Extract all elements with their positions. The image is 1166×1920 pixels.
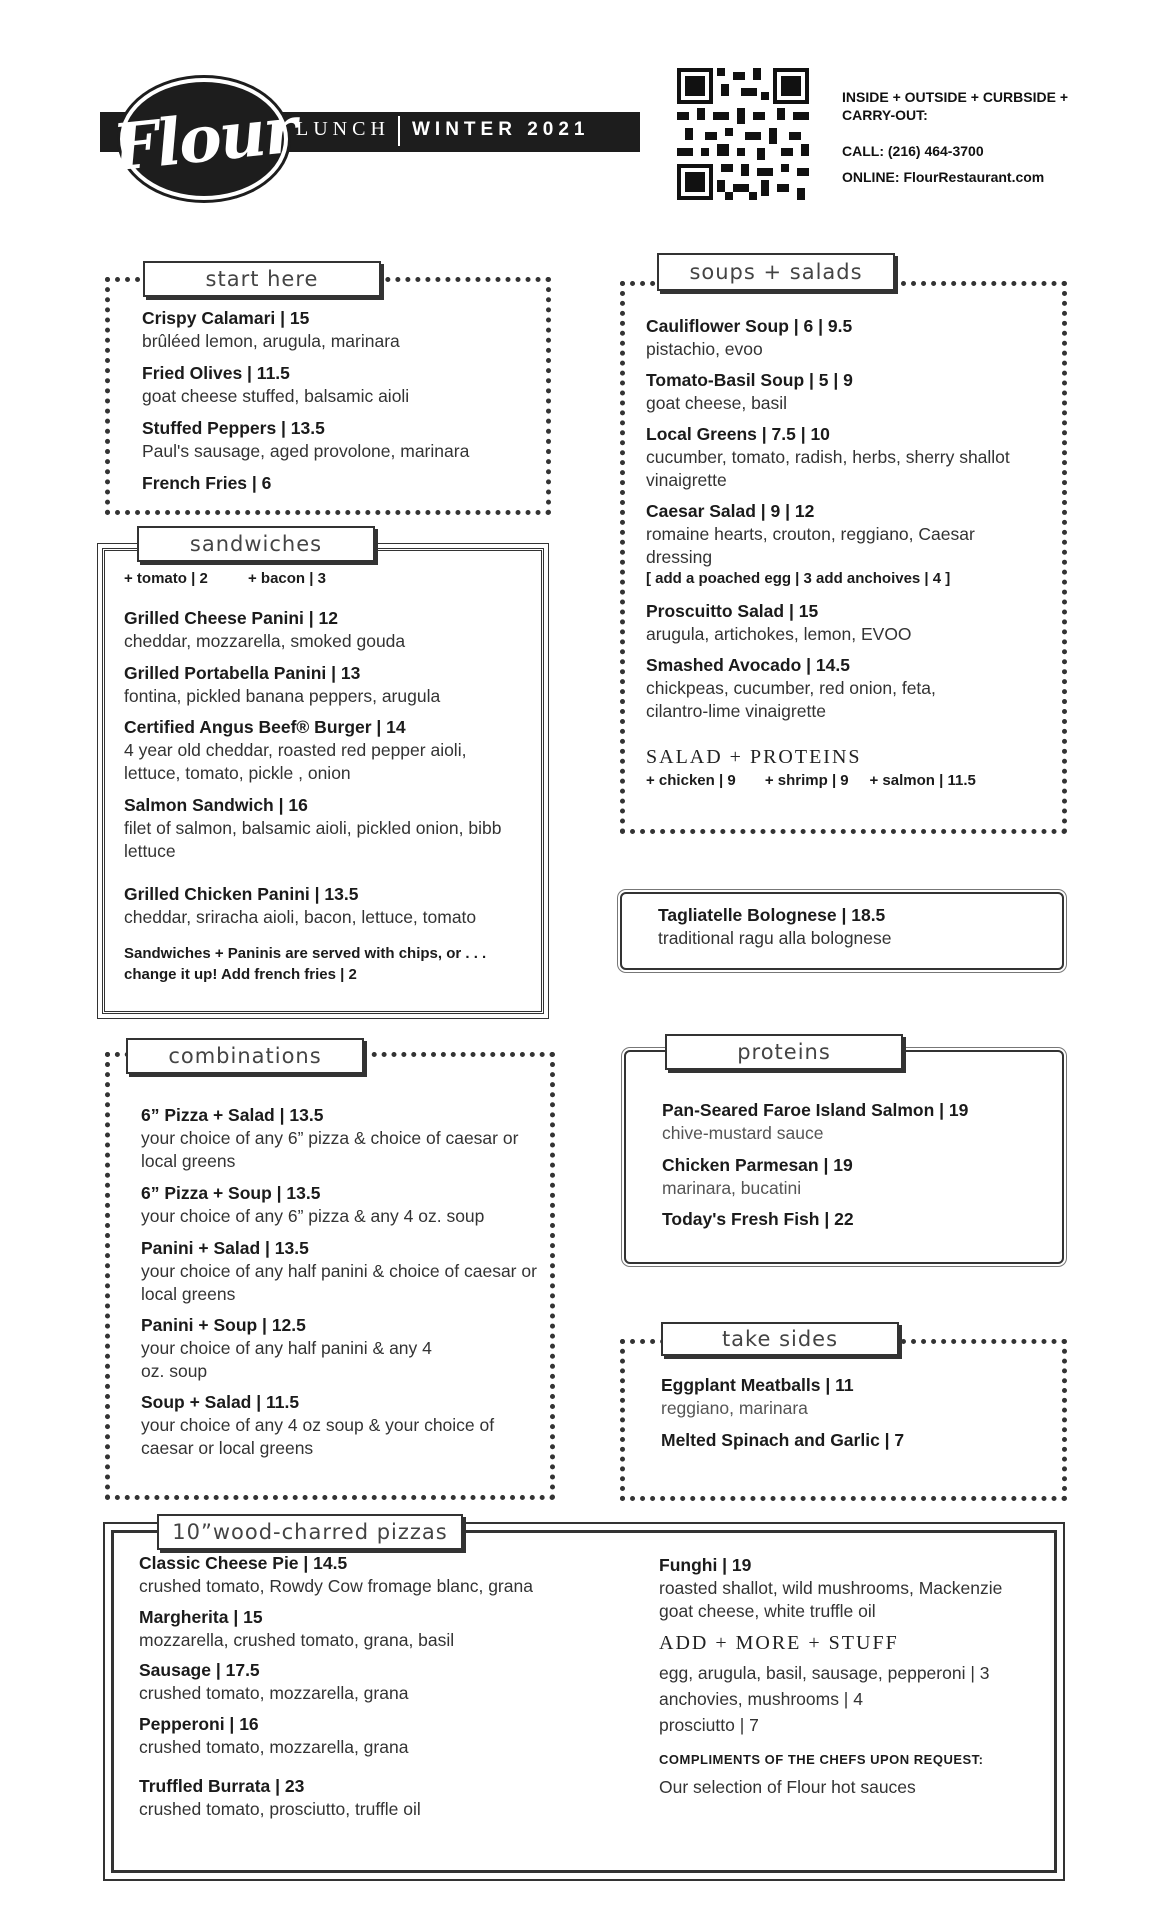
salad-proteins-line: + chicken | 9 + shrimp | 9 + salmon | 11.5 [646, 772, 976, 789]
item-desc: your choice of any 6” pizza & choice of caesar or local greens [141, 1128, 519, 1171]
menu-item [646, 369, 853, 415]
item-desc: mozzarella, crushed tomato, grana, basil [139, 1630, 455, 1650]
item-desc: crushed tomato, mozzarella, grana [139, 1683, 409, 1703]
menu-season-label: WINTER 2021 [412, 119, 590, 140]
menu-item [646, 423, 1046, 492]
item-name: Stuffed Peppers | 13.5 [142, 418, 325, 438]
menu-item [124, 662, 440, 708]
menu-item [141, 1182, 541, 1228]
menu-item [139, 1606, 454, 1652]
item-desc: crushed tomato, prosciutto, truffle oil [139, 1799, 421, 1819]
add-line: prosciutto | 7 [659, 1715, 759, 1735]
menu-item [142, 362, 409, 408]
item-name: Cauliflower Soup | 6 | 9.5 [646, 316, 853, 336]
menu-item [662, 1099, 968, 1145]
item-desc: your choice of any half panini & any 4 oz. soup [141, 1338, 432, 1381]
menu-item [658, 904, 892, 950]
menu-item [141, 1391, 521, 1460]
item-name: Truffled Burrata | 23 [139, 1776, 305, 1796]
item-desc: chickpeas, cucumber, red onion, feta, cilantro-lime vinaigrette [646, 678, 936, 721]
item-desc: 4 year old cheddar, roasted red pepper aioli, lettuce, tomato, pickle , onion [124, 740, 467, 783]
add-line: anchovies, mushrooms | 4 [659, 1689, 863, 1709]
item-desc: fontina, pickled banana peppers, arugula [124, 686, 441, 706]
item-name: 6” Pizza + Soup | 13.5 [141, 1183, 321, 1203]
caesar-addons: [ add a poached egg | 3 add anchoives | 4 ] [646, 570, 951, 587]
item-desc: pistachio, evoo [646, 339, 763, 359]
menu-item [661, 1374, 854, 1420]
item-name: Classic Cheese Pie | 14.5 [139, 1553, 348, 1573]
item-name: Chicken Parmesan | 19 [662, 1155, 853, 1175]
item-desc: traditional ragu alla bolognese [658, 928, 892, 948]
add-more-title: ADD + MORE + STUFF [659, 1632, 899, 1654]
item-name: Funghi | 19 [659, 1555, 752, 1575]
item-name: Proscuitto Salad | 15 [646, 601, 819, 621]
item-desc: cheddar, mozzarella, smoked gouda [124, 631, 406, 651]
menu-item [659, 1554, 1009, 1623]
item-name: Salmon Sandwich | 16 [124, 795, 308, 815]
item-name: Pan-Seared Faroe Island Salmon | 19 [662, 1100, 969, 1120]
flour-logo: Flour [120, 78, 288, 200]
item-desc: goat cheese stuffed, balsamic aioli [142, 386, 410, 406]
proteins-title: proteins [665, 1034, 903, 1070]
item-desc: arugula, artichokes, lemon, EVOO [646, 624, 912, 644]
start-here-title: start here [143, 261, 381, 297]
item-desc: your choice of any 6” pizza & any 4 oz. soup [141, 1206, 485, 1226]
item-name: Sausage | 17.5 [139, 1660, 260, 1680]
menu-item [139, 1713, 408, 1759]
item-desc: marinara, bucatini [662, 1178, 802, 1198]
item-name: Fried Olives | 11.5 [142, 363, 290, 383]
soups-salads-title: soups + salads [657, 253, 895, 291]
menu-item [141, 1237, 541, 1306]
service-options: INSIDE + OUTSIDE + CURBSIDE + CARRY-OUT: [842, 89, 1068, 123]
add-line: egg, arugula, basil, sausage, pepperoni | 3 [659, 1663, 990, 1683]
addon-bacon: + bacon | 3 [248, 570, 326, 587]
item-desc: roasted shallot, wild mushrooms, Mackenzie goat cheese, white truffle oil [659, 1578, 1003, 1621]
item-name: Grilled Portabella Panini | 13 [124, 663, 361, 683]
item-name: Margherita | 15 [139, 1607, 263, 1627]
item-name: Panini + Soup | 12.5 [141, 1315, 306, 1335]
compliments-title: COMPLIMENTS OF THE CHEFS UPON REQUEST: [659, 1752, 984, 1767]
menu-item [139, 1775, 421, 1821]
menu-item [124, 883, 476, 929]
item-desc: your choice of any 4 oz soup & your choice of caesar or local greens [141, 1415, 495, 1458]
item-desc: goat cheese, basil [646, 393, 788, 413]
qr-code[interactable] [677, 68, 809, 200]
item-name: Crispy Calamari | 15 [142, 308, 310, 328]
item-name: Local Greens | 7.5 | 10 [646, 424, 830, 444]
menu-item [646, 500, 1026, 569]
menu-item [139, 1552, 533, 1598]
menu-item [646, 600, 912, 646]
item-name: French Fries | 6 [142, 473, 272, 493]
item-name: Panini + Salad | 13.5 [141, 1238, 309, 1258]
item-name: Pepperoni | 16 [139, 1714, 259, 1734]
menu-item [124, 794, 514, 863]
banner-divider [398, 116, 400, 146]
menu-item [142, 417, 469, 463]
menu-item [142, 472, 271, 495]
item-desc: Paul's sausage, aged provolone, marinara [142, 441, 470, 461]
salad-proteins-title: SALAD + PROTEINS [646, 746, 862, 768]
item-name: Caesar Salad | 9 | 12 [646, 501, 815, 521]
item-name: Eggplant Meatballs | 11 [661, 1375, 854, 1395]
sandwich-note: Sandwiches + Paninis are served with chips, or . . . change it up! Add french fries | 2 [124, 945, 487, 983]
item-name: Grilled Cheese Panini | 12 [124, 608, 339, 628]
website-link[interactable]: ONLINE: FlourRestaurant.com [842, 169, 1045, 185]
item-name: Soup + Salad | 11.5 [141, 1392, 300, 1412]
item-desc: brûléed lemon, arugula, marinara [142, 331, 400, 351]
menu-item [139, 1659, 408, 1705]
item-desc: filet of salmon, balsamic aioli, pickled onion, bibb lettuce [124, 818, 502, 861]
item-name: Smashed Avocado | 14.5 [646, 655, 850, 675]
item-name: Certified Angus Beef® Burger | 14 [124, 717, 406, 737]
item-name: 6” Pizza + Salad | 13.5 [141, 1105, 324, 1125]
combinations-title: combinations [126, 1038, 364, 1074]
item-desc: reggiano, marinara [661, 1398, 808, 1418]
item-desc: chive-mustard sauce [662, 1123, 824, 1143]
item-name: Tagliatelle Bolognese | 18.5 [658, 905, 886, 925]
menu-item [646, 315, 852, 361]
compliments-text: Our selection of Flour hot sauces [659, 1777, 916, 1797]
phone-number[interactable]: CALL: (216) 464-3700 [842, 143, 984, 159]
sandwiches-title: sandwiches [137, 526, 375, 562]
menu-item [142, 307, 400, 353]
item-desc: crushed tomato, mozzarella, grana [139, 1737, 409, 1757]
menu-item [662, 1208, 854, 1231]
item-desc: crushed tomato, Rowdy Cow fromage blanc, grana [139, 1576, 533, 1596]
menu-meal-label: LUNCH [296, 118, 390, 140]
item-name: Today's Fresh Fish | 22 [662, 1209, 854, 1229]
addon-tomato: + tomato | 2 [124, 570, 208, 587]
take-sides-box [620, 1339, 1067, 1501]
item-desc: cheddar, sriracha aioli, bacon, lettuce, tomato [124, 907, 477, 927]
item-name: Tomato-Basil Soup | 5 | 9 [646, 370, 853, 390]
menu-item [141, 1314, 441, 1383]
item-desc: cucumber, tomato, radish, herbs, sherry shallot vinaigrette [646, 447, 1010, 490]
menu-item [646, 654, 996, 723]
menu-item [124, 607, 405, 653]
item-name: Melted Spinach and Garlic | 7 [661, 1430, 905, 1450]
menu-item [124, 716, 524, 785]
item-name: Grilled Chicken Panini | 13.5 [124, 884, 359, 904]
menu-item [661, 1429, 904, 1452]
menu-item [141, 1104, 541, 1173]
menu-item [662, 1154, 853, 1200]
take-sides-title: take sides [661, 1322, 899, 1356]
pizzas-title: 10”wood-charred pizzas [157, 1514, 463, 1550]
item-desc: romaine hearts, crouton, reggiano, Caesar dressing [646, 524, 975, 567]
item-desc: your choice of any half panini & choice of caesar or local greens [141, 1261, 537, 1304]
